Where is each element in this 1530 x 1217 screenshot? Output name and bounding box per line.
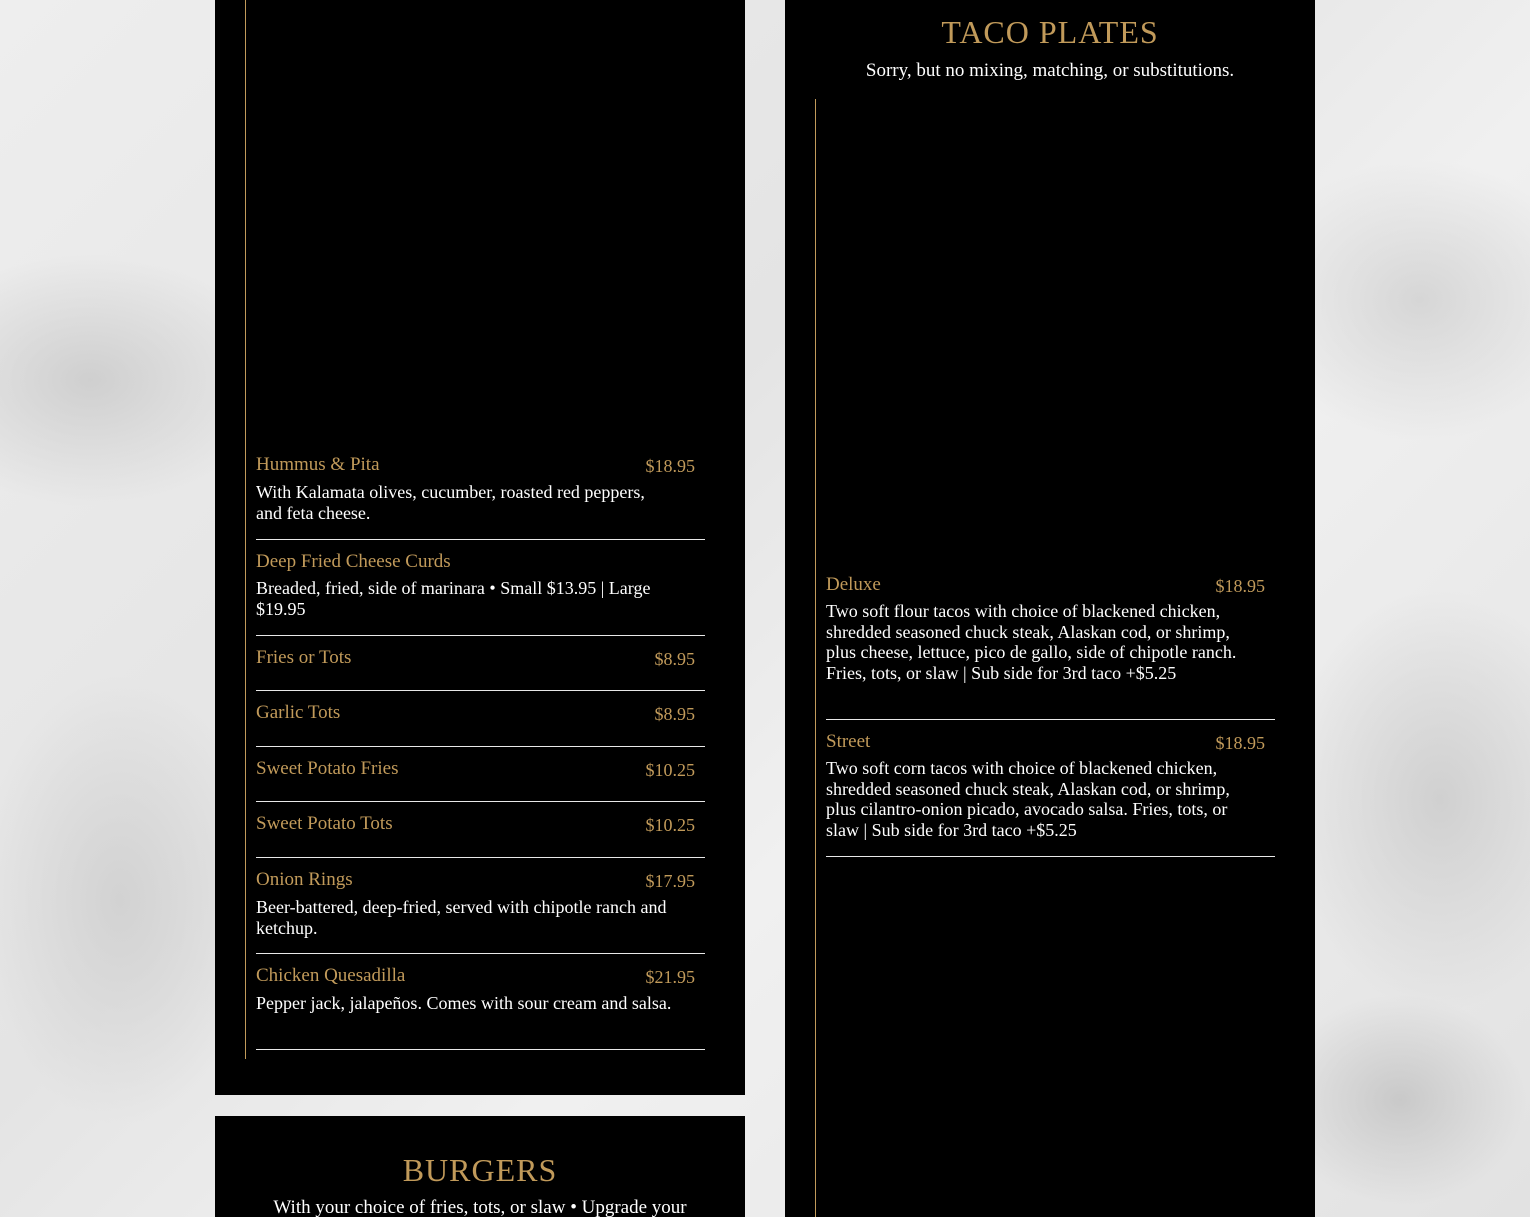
menu-item-price: $10.25 [645,815,695,835]
menu-divider [256,801,705,802]
menu-item [256,702,705,742]
menu-item-name: Fries or Tots [256,647,352,668]
menu-item-description: Two soft corn tacos with choice of blackened chicken, shredded seasoned chuck steak, Alaskan cod, or shrimp, plus cilantro-onion picado, avocado salsa. Fries, tots, or slaw | Sub side for 3rd taco +$5.25 [826,758,1230,840]
menu-item-description: With Kalamata olives, cucumber, roasted red peppers, and feta cheese. [256,482,645,523]
menu-item-price: $17.95 [645,871,695,891]
menu-item-name: Deep Fried Cheese Curds [256,551,451,572]
menu-item [256,551,705,635]
menu-item [826,731,1275,857]
menu-divider [256,1049,705,1050]
section-subtitle: With your choice of fries, tots, or slaw • Upgrade your [273,1197,687,1217]
menu-item-price: $8.95 [654,704,695,724]
menu-divider [256,635,705,636]
menu-item-description: Beer-battered, deep-fried, served with chipotle ranch and ketchup. [256,897,667,938]
menu-item [256,869,705,953]
menu-item [256,454,705,540]
menu-item-name: Sweet Potato Fries [256,758,399,779]
menu-item-name: Deluxe [826,574,881,595]
menu-item [256,647,705,687]
section-subtitle: Sorry, but no mixing, matching, or substitutions. [865,60,1235,81]
menu-item-price: $21.95 [645,967,695,987]
section-title: TACO PLATES [941,14,1159,50]
menu-item [256,758,705,798]
menu-item-price: $8.95 [654,649,695,669]
menu-divider [256,690,705,691]
menu-item-description: Two soft flour tacos with choice of blackened chicken, shredded seasoned chuck steak, Alaskan cod, or shrimp, plus cheese, lettuce, pico de gallo, side of chipotle ranch. Fries, tots, or slaw | Sub side for 3rd taco +$5.25 [826,601,1237,683]
menu-item-price: $10.25 [645,760,695,780]
taco-plates-panel [785,0,1315,1217]
menu-divider [826,719,1275,720]
burgers-panel [215,1116,745,1217]
menu-item [256,813,705,853]
menu-item-name: Sweet Potato Tots [256,813,393,834]
menu-item-price: $18.95 [1215,733,1265,753]
menu-divider [826,856,1275,857]
menu-item-name: Chicken Quesadilla [256,965,406,986]
menu-item-name: Hummus & Pita [256,454,380,475]
menu-item-description: Pepper jack, jalapeños. Comes with sour cream and salsa. [256,993,672,1013]
panel-accent-line [815,99,816,1217]
menu-divider [256,857,705,858]
menu-item [826,574,1275,720]
menu-divider [256,539,705,540]
menu-item [256,965,705,1049]
menu-item-description: Breaded, fried, side of marinara • Small $13.95 | Large $19.95 [256,578,651,619]
menu-divider [256,953,705,954]
section-title: BURGERS [402,1152,558,1188]
menu-item-price: $18.95 [645,456,695,476]
panel-accent-line [245,0,246,1059]
menu-item-price: $18.95 [1215,576,1265,596]
menu-item-name: Street [826,731,871,752]
appetizers-panel [215,0,745,1095]
menu-item-name: Garlic Tots [256,702,341,723]
menu-divider [256,746,705,747]
menu-item-name: Onion Rings [256,869,353,890]
